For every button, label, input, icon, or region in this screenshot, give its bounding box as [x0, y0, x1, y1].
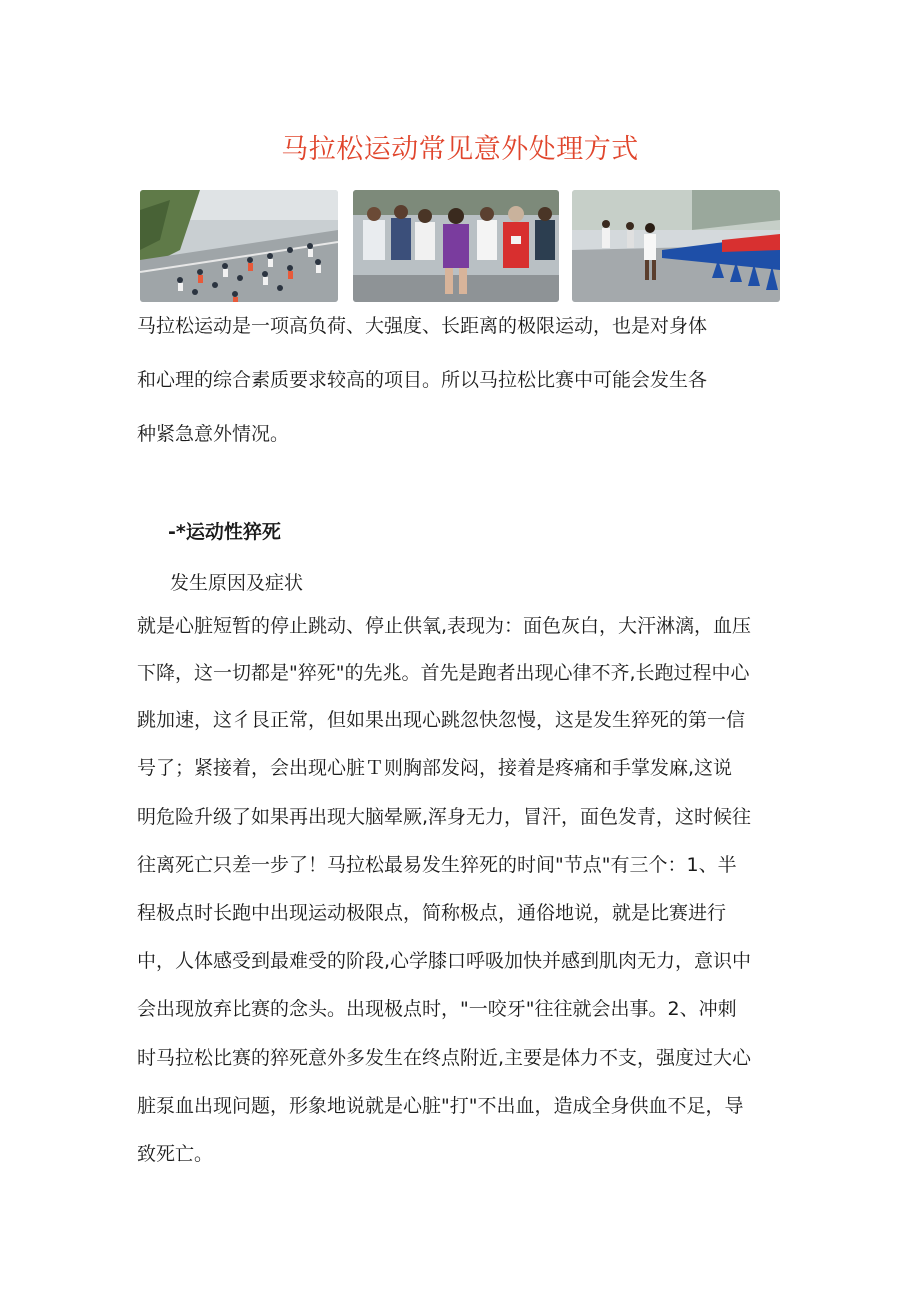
runners-crowd-photo [353, 190, 559, 302]
body-line: 中，人体感受到最难受的阶段,心学膝口呼吸加快并感到肌肉无力，意识中 [137, 950, 752, 972]
runners-city-road-photo [140, 190, 338, 302]
body-line: 致死亡。 [137, 1143, 214, 1165]
intro-line-3: 种紧急意外情况。 [137, 423, 290, 445]
body-line: 程极点时长跑中出现运动极限点，简称极点，通俗地说，就是比赛进行 [137, 902, 727, 924]
section-heading: -*运动性猝死 [168, 521, 281, 543]
intro-line-2: 和心理的综合素质要求较高的项目。所以马拉松比赛中可能会发生各 [137, 369, 708, 391]
page-title: 马拉松运动常见意外处理方式 [281, 134, 639, 165]
photo-strip [140, 190, 780, 302]
body-line: 就是心脏短暂的停止跳动、停止供氧,表现为：面色灰白，大汗淋漓，血压 [137, 615, 752, 637]
body-line: 下降，这一切都是"猝死"的先兆。首先是跑者出现心律不齐,长跑过程中心 [137, 662, 750, 684]
body-line: 跳加速，这彳艮正常，但如果出现心跳忽快忽慢，这是发生猝死的第一信 [137, 709, 746, 731]
runners-barrier-photo [572, 190, 780, 302]
section-subheading: 发生原因及症状 [170, 572, 304, 594]
body-line: 会出现放弃比赛的念头。出现极点时，"一咬牙"往往就会出事。2、冲刺 [137, 998, 737, 1020]
body-line: 往离死亡只差一步了！马拉松最易发生猝死的时间"节点"有三个：1、半 [137, 854, 737, 876]
body-line: 脏泵血出现问题，形象地说就是心脏"打"不出血，造成全身供血不足，导 [137, 1095, 744, 1117]
intro-line-1: 马拉松运动是一项高负荷、大强度、长距离的极限运动，也是对身体 [137, 315, 708, 337]
body-line: 号了；紧接着，会出现心脏Ｔ则胸部发闷，接着是疼痛和手掌发麻,这说 [137, 757, 733, 779]
body-line: 时马拉松比赛的猝死意外多发生在终点附近,主要是体力不支，强度过大心 [137, 1047, 752, 1069]
body-line: 明危险升级了如果再出现大脑晕厥,浑身无力，冒汗，面色发青，这时候往 [137, 806, 752, 828]
